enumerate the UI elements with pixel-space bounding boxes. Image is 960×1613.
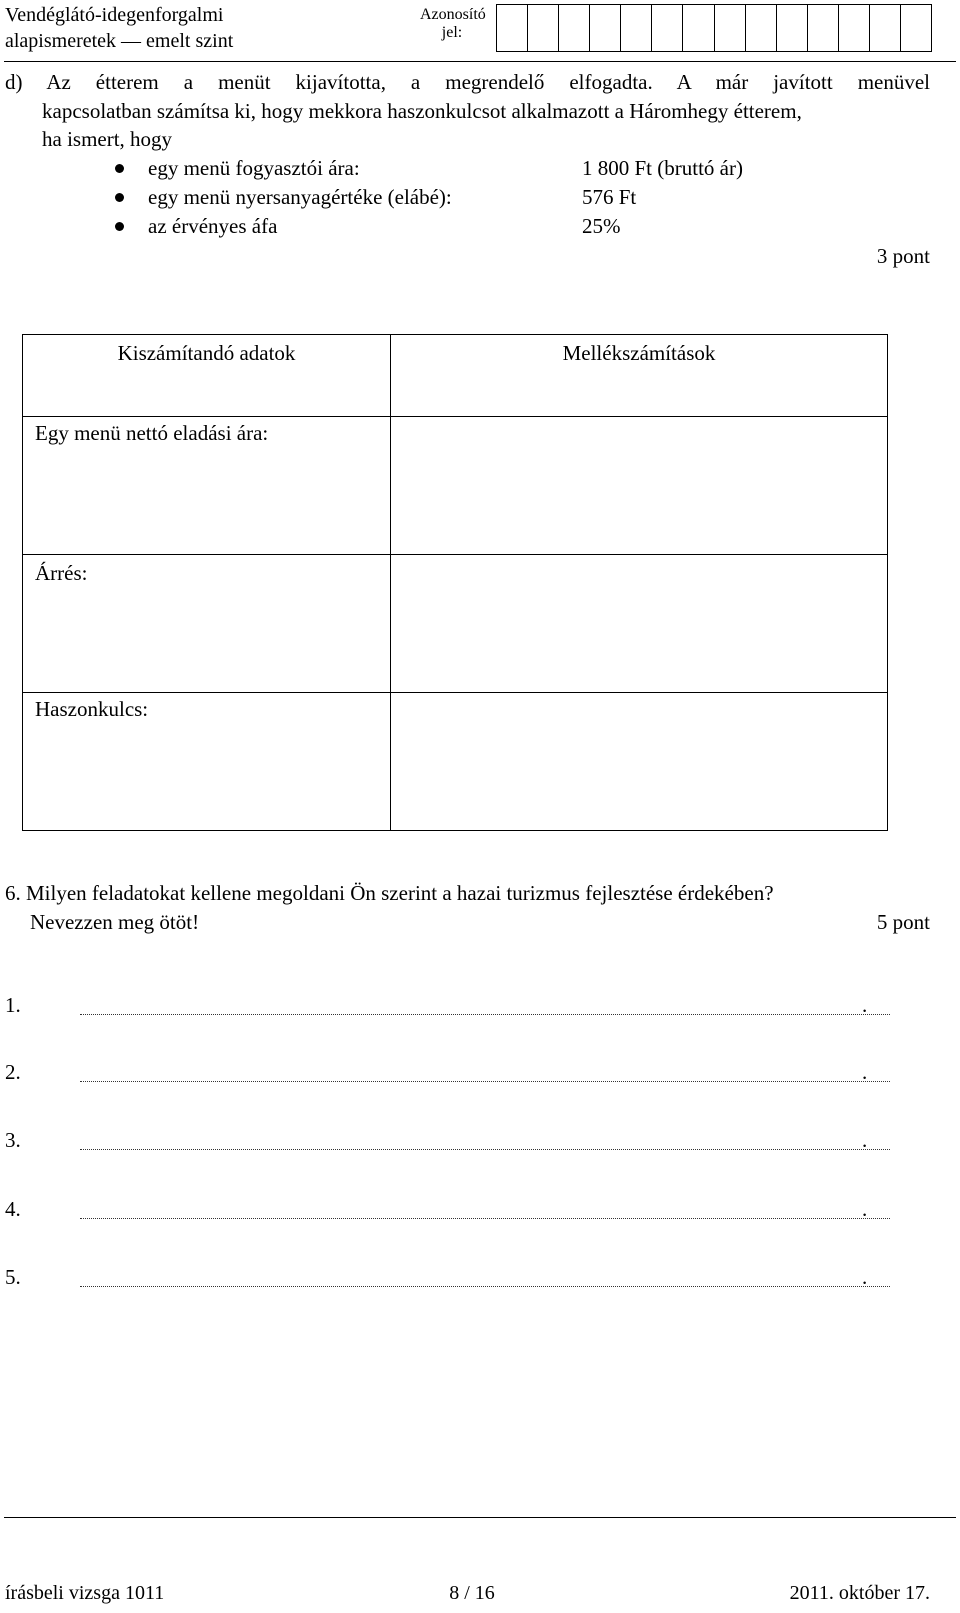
bullet-icon [115,222,124,231]
col-header-data: Kiszámítandó adatok [23,335,391,417]
row-label-markup: Haszonkulcs: [23,693,391,831]
task-d-line1: d) Az étterem a menüt kijavította, a megrendelő elfogadta. A már javított menüvel [5,70,930,94]
id-label: Azonosító jel: [420,6,486,42]
task6-instruction: Nevezzen meg ötöt! [30,910,200,934]
subject-title-line2: alapismeretek — emelt szint [5,30,234,52]
row-label-net-price: Egy menü nettó eladási ára: [23,417,391,555]
footer-rule [4,1517,956,1518]
answer-cell-markup[interactable] [391,693,888,831]
task-d-line2: kapcsolatban számítsa ki, hogy mekkora haszonkulcsot alkalmazott a Háromhegy étterem, [42,99,802,123]
task-d-points: 3 pont [876,244,930,268]
answer-line-4[interactable]: 4. . [0,1199,960,1229]
bullet-icon [115,164,124,173]
answer-line-5[interactable]: 5. . [0,1267,960,1297]
task6-points: 5 pont [876,910,930,934]
answer-cell-net-price[interactable] [391,417,888,555]
answer-line-2[interactable]: 2. . [0,1062,960,1092]
task-d-line3: ha ismert, hogy [42,127,173,151]
calculation-table [22,334,888,831]
col-header-calc: Mellékszámítások [391,335,888,417]
footer-page-number: 8 / 16 [449,1582,495,1604]
subject-title-line1: Vendéglátó-idegenforgalmi [5,4,224,26]
given-value-price: 1 800 Ft (bruttó ár) [582,156,743,180]
footer-date: 2011. október 17. [789,1582,930,1604]
answer-cell-margin[interactable] [391,555,888,693]
task6-question: 6. Milyen feladatokat kellene megoldani Ön szerint a hazai turizmus fejlesztése érdekében? [5,881,774,905]
given-value-vat: 25% [582,214,621,238]
given-label-cost: egy menü nyersanyagértéke (elábé): [148,185,452,209]
footer-exam-name: írásbeli vizsga 1011 [5,1582,165,1604]
id-code-boxes[interactable] [496,4,932,52]
answer-line-3[interactable]: 3. . [0,1130,960,1160]
row-label-margin: Árrés: [23,555,391,693]
bullet-icon [115,193,124,202]
given-value-cost: 576 Ft [582,185,637,209]
given-label-price: egy menü fogyasztói ára: [148,156,360,180]
header-rule [4,61,956,62]
given-label-vat: az érvényes áfa [148,214,278,238]
answer-line-1[interactable]: 1. . [0,995,960,1025]
